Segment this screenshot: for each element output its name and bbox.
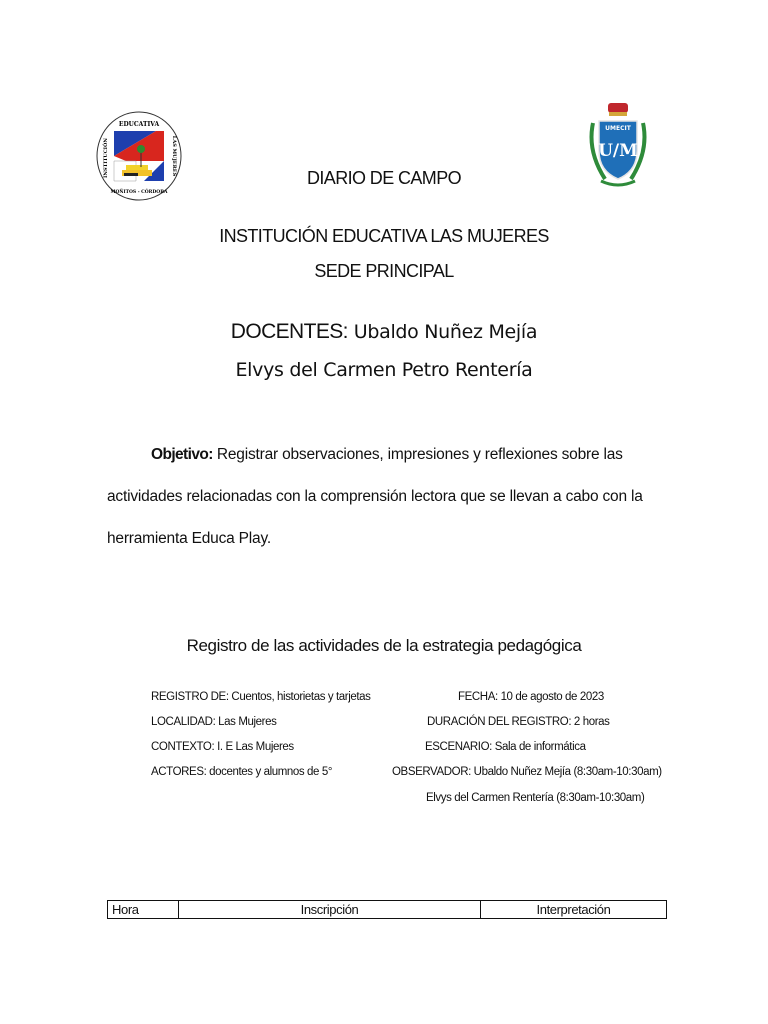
table-header-row xyxy=(108,901,667,919)
umecit-monogram: U/M xyxy=(598,141,638,161)
column-interpretacion: Interpretación xyxy=(481,901,667,919)
observador-2: Elvys del Carmen Rentería (8:30am-10:30am) xyxy=(426,792,645,804)
docente-name-2: Elvys del Carmen Petro Rentería xyxy=(235,359,533,381)
crest-top-text: EDUCATIVA xyxy=(118,121,160,128)
objetivo-text-1: Registrar observaciones, impresiones y reflexiones sobre las xyxy=(216,446,623,463)
localidad: LOCALIDAD: Las Mujeres xyxy=(151,716,277,728)
crest-right-text: LAS MUJERES xyxy=(171,135,177,177)
registro-table xyxy=(107,900,667,919)
docentes-line xyxy=(0,320,768,344)
sede-name: SEDE PRINCIPAL xyxy=(314,261,454,281)
docentes-label: DOCENTES: xyxy=(230,320,348,343)
objetivo-line-3: herramienta Educa Play. xyxy=(107,530,271,547)
umecit-text: UMECIT xyxy=(605,125,631,132)
actores: ACTORES: docentes y alumnos de 5° xyxy=(151,766,333,778)
crest-bottom-text: MOÑITOS - CÓRDOBA xyxy=(110,190,168,195)
observador: OBSERVADOR: Ubaldo Nuñez Mejía (8:30am-10:30am) xyxy=(392,766,662,778)
objetivo-label: Objetivo: xyxy=(151,446,213,463)
objetivo-line-2: actividades relacionadas con la comprensión lectora que se llevan a cabo con la xyxy=(107,488,643,505)
objetivo-line-1 xyxy=(151,446,623,464)
column-inscripcion: Inscripción xyxy=(179,901,481,919)
registro-de: REGISTRO DE: Cuentos, historietas y tarjetas xyxy=(151,691,371,703)
contexto: CONTEXTO: I. E Las Mujeres xyxy=(151,741,294,753)
escenario: ESCENARIO: Sala de informática xyxy=(425,741,586,753)
registro-heading: Registro de las actividades de la estrategia pedagógica xyxy=(186,636,582,655)
document-title: DIARIO DE CAMPO xyxy=(306,168,462,188)
duracion-registro: DURACIÓN DEL REGISTRO: 2 horas xyxy=(427,716,610,728)
fecha: FECHA: 10 de agosto de 2023 xyxy=(458,691,604,703)
docente-name-1: Ubaldo Nuñez Mejía xyxy=(353,321,538,343)
column-hora: Hora xyxy=(108,901,179,919)
institution-name: INSTITUCIÓN EDUCATIVA LAS MUJERES xyxy=(219,226,549,246)
crest-left-text: INSTITUCIÓN xyxy=(103,138,109,178)
